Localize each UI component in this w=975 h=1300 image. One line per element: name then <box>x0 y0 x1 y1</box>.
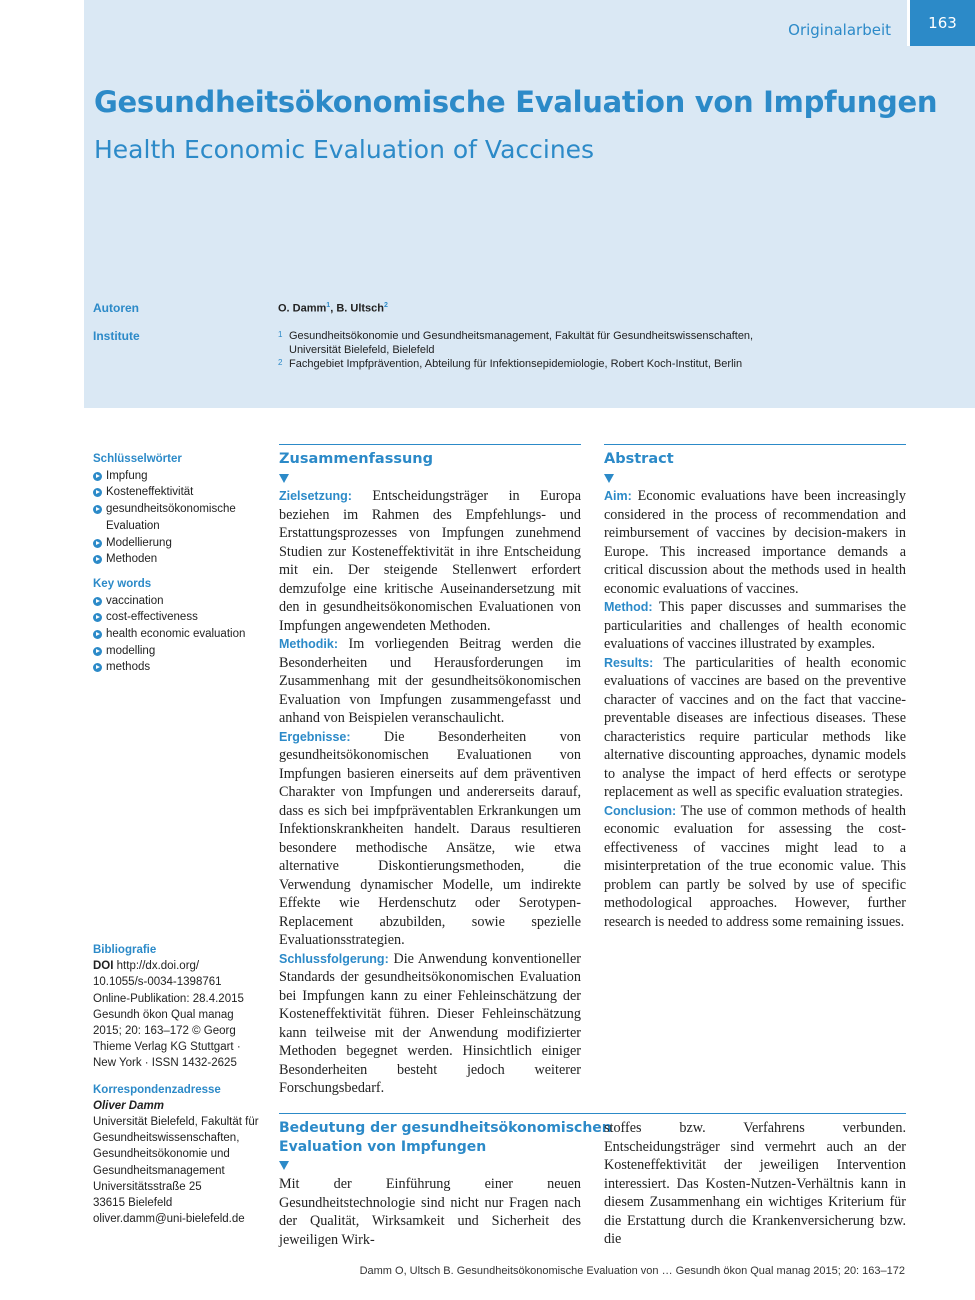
paragraph-label: Schlussfolgerung: <box>279 951 389 966</box>
address-line: 33615 Bielefeld <box>93 1197 173 1210</box>
affiliation-marker: 1 <box>326 302 331 309</box>
page-number: 163 <box>907 0 975 46</box>
section-rule <box>279 1113 906 1114</box>
abstract-heading: Abstract <box>604 451 674 467</box>
section-tag: Originalarbeit <box>788 21 891 39</box>
section-heading <box>279 1119 612 1157</box>
paragraph: Aim: Economic evaluations have been increasingly considered in the process of recommendation and reimbursement of vaccines by decision-makers in Europe. This increased importance demands a critical discussion about the methods used in health economic evaluations of vaccines. <box>604 488 906 597</box>
keywords-en-heading: Key words <box>93 577 152 590</box>
keywords-de-heading: Schlüsselwörter <box>93 453 182 465</box>
institute-1-line2: Universität Bielefeld, Bielefeld <box>289 344 435 356</box>
keyword-item: vaccination <box>93 593 263 610</box>
paragraph-label: Ergebnisse: <box>279 729 351 744</box>
authors <box>278 302 388 315</box>
paragraph: Method: This paper discusses and summarises the particularities and challenges of health economic evaluations of vaccines illustrated by examples. <box>604 599 906 652</box>
keyword-item: Modellierung <box>93 535 263 552</box>
bibliography-line: Gesundh ökon Qual manag <box>93 1008 234 1021</box>
arrow-bullet-icon <box>93 630 102 639</box>
section-text-left: Mit der Einführung einer neuen Gesundheitstechnologie sind nicht nur Fragen nach der Qualität, Wirksamkeit und Sicherheit des jeweiligen Wirk- <box>279 1176 581 1248</box>
arrow-bullet-icon <box>93 663 102 672</box>
zusammenfassung-heading: Zusammenfassung <box>279 451 434 467</box>
paragraph: Results: The particularities of health economic evaluations of vaccines are based on the preventive character of vaccines and on the fact that vaccine-preventable diseases are infectious diseases. These characteristics require particular methods like alternative discounting approaches, dynamic models to analyse the impact of herd effects or serotype replacement as well as specific evaluation strategies. <box>604 654 906 800</box>
address-line: Universitätsstraße 25 <box>93 1180 202 1193</box>
institute-2 <box>278 358 742 370</box>
paragraph-label: Results: <box>604 655 654 670</box>
paragraph: Zielsetzung: Entscheidungsträger in Europa beziehen im Rahmen des Empfehlungs- und Erstattungsprozesses von Impfungen zunehmend Studien zur Kosteneffektivität in ihre Entscheidung mit ein. Der steigende Stellenwert erfordert demzufolge eine kritische Auseinandersetzung mit den in gesundheitsökonomischen Evaluationen von Impfungen angewendeten Methoden. <box>279 488 581 634</box>
correspondence-heading: Korrespondenzadresse <box>93 1083 221 1096</box>
abstract-text <box>604 487 906 931</box>
address-line: Gesundheitsökonomie und <box>93 1148 230 1161</box>
keyword-item: Methoden <box>93 551 263 568</box>
bibliography-line: New York · ISSN 1432-2625 <box>93 1057 237 1070</box>
institute-text: Gesundheitsökonomie und Gesundheitsmanagement, Fakultät für Gesundheitswissenschaften, <box>289 330 754 342</box>
arrow-bullet-icon <box>93 597 102 606</box>
bibliography-line: 2015; 20: 163–172 © Georg <box>93 1025 236 1038</box>
keyword-item: Kosteneffektivität <box>93 484 263 501</box>
paragraph-label: Method: <box>604 600 653 614</box>
triangle-down-icon <box>279 1161 289 1170</box>
author-separator: , <box>330 302 337 315</box>
footer-citation: Damm O, Ultsch B. Gesundheitsökonomische Evaluation von … Gesundh ökon Qual manag 2015; 20: 163–172 <box>359 1265 905 1277</box>
address-line: Universität Bielefeld, Fakultät für <box>93 1116 259 1129</box>
paragraph: Ergebnisse: Die Besonderheiten von gesundheitsökonomischen Evaluationen von Impfungen basieren einerseits auf dem präventiven Charakter von Impfungen und andererseits darauf, dass es sich bei impfpräventablen Erkrankungen um Infektionskrankheiten handelt. Daraus resultieren besondere methodische Ansätze, wie etwa alternative Diskontierungsmethoden, die Verwendung dynamischer Modelle, um indirekte Effekte wie Herdenschutz oder Serotypen-Replacement abzubilden, sowie spezielle Evaluationsstrategien. <box>279 728 581 948</box>
keyword-item: Impfung <box>93 468 263 485</box>
keyword-item: modelling <box>93 643 263 660</box>
section-heading-line: Bedeutung der gesundheitsökonomischen <box>279 1120 612 1136</box>
paragraph-label: Aim: <box>604 489 632 503</box>
arrow-bullet-icon <box>93 555 102 564</box>
zusammenfassung-text <box>279 487 581 1098</box>
paragraph-label: Methodik: <box>279 637 339 651</box>
institute-1 <box>278 330 753 342</box>
institute-number: 1 <box>278 330 283 339</box>
keyword-item: cost-effectiveness <box>93 609 263 626</box>
address-line: Gesundheitswissenschaften, <box>93 1132 240 1145</box>
paragraph-label: Zielsetzung: <box>279 489 352 503</box>
doi-url[interactable]: http://dx.doi.org/ <box>116 960 200 973</box>
keyword-item: gesundheitsökonomische Evaluation <box>93 501 243 534</box>
institute-text: Fachgebiet Impfprävention, Abteilung für Infektionsepidemiologie, Robert Koch-Institut, Berlin <box>289 358 743 370</box>
arrow-bullet-icon <box>93 539 102 548</box>
author-name: O. Damm <box>278 302 327 315</box>
doi-label: DOI <box>93 960 114 973</box>
column-rule <box>279 444 581 445</box>
section-text-right: stoffes bzw. Verfahrens verbunden. Entscheidungsträger sind vermehrt auch an der Kosteneffektivität der jeweiligen Intervention interessiert. Das Kosten-Nutzen-Verhältnis kann in diesem Zusammenhang ein wichtiges Kriterium für die Erstattung durch die Krankenversicherung bzw. die <box>604 1120 906 1247</box>
title-english: Health Economic Evaluation of Vaccines <box>94 135 595 164</box>
section-heading-line: Evaluation von Impfungen <box>279 1139 487 1155</box>
column-rule <box>604 444 906 445</box>
paragraph: Schlussfolgerung: Die Anwendung konventioneller Standards der gesundheitsökonomischen Evaluation bei Impfungen kann zu einer Fehleinschätzung der Kosteneffektivität führen. Dieser Fehleinschätzung kann teilweise mit der Anwendung modifizierter Methoden begegnet werden. Hinsichtlich einiger Besonderheiten besteht jedoch weiterer Forschungsbedarf. <box>279 950 581 1096</box>
arrow-bullet-icon <box>93 472 102 481</box>
title-german: Gesundheitsökonomische Evaluation von Impfungen <box>94 85 938 119</box>
arrow-bullet-icon <box>93 488 102 497</box>
author-name: B. Ultsch <box>336 302 385 315</box>
paragraph-label: Conclusion: <box>604 803 677 818</box>
bibliography-line: 10.1055/s-0034-1398761 <box>93 976 222 989</box>
paragraph: Methodik: Im vorliegenden Beitrag werden die Besonderheiten und Herausforderungen im Zusammenhang mit der gesundheitsökonomischen Evaluation von Impfungen zusammengefasst und anhand von Beispielen veranschaulicht. <box>279 636 581 726</box>
bibliography-block <box>93 942 263 1227</box>
keyword-item: health economic evaluation <box>93 626 263 643</box>
authors-label: Autoren <box>93 301 139 315</box>
triangle-down-icon <box>604 474 614 483</box>
arrow-bullet-icon <box>93 505 102 514</box>
correspondence-name: Oliver Damm <box>93 1099 164 1112</box>
paragraph: Conclusion: The use of common methods of health economic evaluation for assessing the cost-effectiveness of vaccines might lead to a misinterpretation of the true economic value. This problem can partly be solved by use of specific methodological approaches. However, further research is needed to address some remaining issues. <box>604 802 906 930</box>
arrow-bullet-icon <box>93 647 102 656</box>
bibliography-line: Thieme Verlag KG Stuttgart · <box>93 1041 241 1054</box>
doi-line <box>93 958 263 974</box>
bibliography-line: Online-Publikation: 28.4.2015 <box>93 992 244 1005</box>
keyword-item: methods <box>93 659 263 676</box>
email-link[interactable]: oliver.damm@uni-bielefeld.de <box>93 1213 245 1226</box>
keywords-block <box>93 451 263 676</box>
arrow-bullet-icon <box>93 613 102 622</box>
bibliography-heading: Bibliografie <box>93 944 157 956</box>
header-band <box>84 0 975 408</box>
institute-number: 2 <box>278 358 283 367</box>
institutes-label: Institute <box>93 329 140 343</box>
triangle-down-icon <box>279 474 289 483</box>
affiliation-marker: 2 <box>384 302 388 309</box>
address-line: Gesundheitsmanagement <box>93 1164 225 1177</box>
